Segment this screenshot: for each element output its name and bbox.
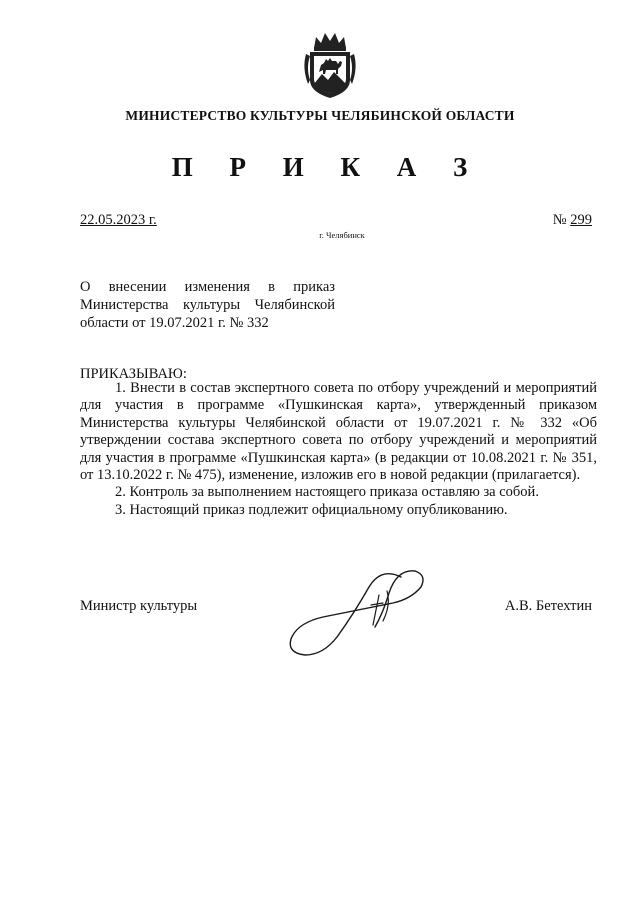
signer-name: А.В. Бетехтин (504, 598, 592, 614)
order-item-2: 2. Контроль за выполнением настоящего приказа оставляю за собой. (115, 484, 539, 501)
ministry-name: МИНИСТЕРСТВО КУЛЬТУРЫ ЧЕЛЯБИНСКОЙ ОБЛАСТИ (125, 108, 515, 123)
document-subject (80, 278, 335, 332)
order-directive: ПРИКАЗЫВАЮ: (80, 366, 187, 382)
coat-of-arms-icon (300, 28, 360, 100)
number-value: 299 (570, 212, 592, 228)
order-item-3: 3. Настоящий приказ подлежит официальному опубликованию. (115, 501, 508, 518)
handwritten-signature-icon (283, 565, 438, 660)
subject-line: области от 19.07.2021 г. № 332 (80, 315, 269, 331)
document-date: 22.05.2023 г. (80, 212, 157, 228)
number-prefix: № (552, 212, 567, 228)
document-title: П Р И К А З (171, 152, 483, 182)
document-number (553, 212, 592, 229)
subject-line: О внесении изменения в приказ (80, 279, 335, 295)
subject-line: Министерства культуры Челябинской (80, 297, 335, 313)
order-body (80, 380, 597, 519)
document-city: г. Челябинск (319, 230, 365, 240)
order-item-1: 1. Внести в состав экспертного совета по отбору учреждений и мероприятий для участия в программе «Пушкинская карта», утвержденный приказом Министерства культуры Челябинской области от 19.07.2021 г. № 332 «Об утверждении состава экспертного совета по отбору учреждений и мероприятий для участия в программе «Пушкинская карта» (в редакции от 10.08.2021 г. № 351, от 13.10.2022 г. № 475), изменение, изложив его в новой редакции (прилагается). (80, 380, 597, 484)
signer-position: Министр культуры (80, 598, 198, 614)
